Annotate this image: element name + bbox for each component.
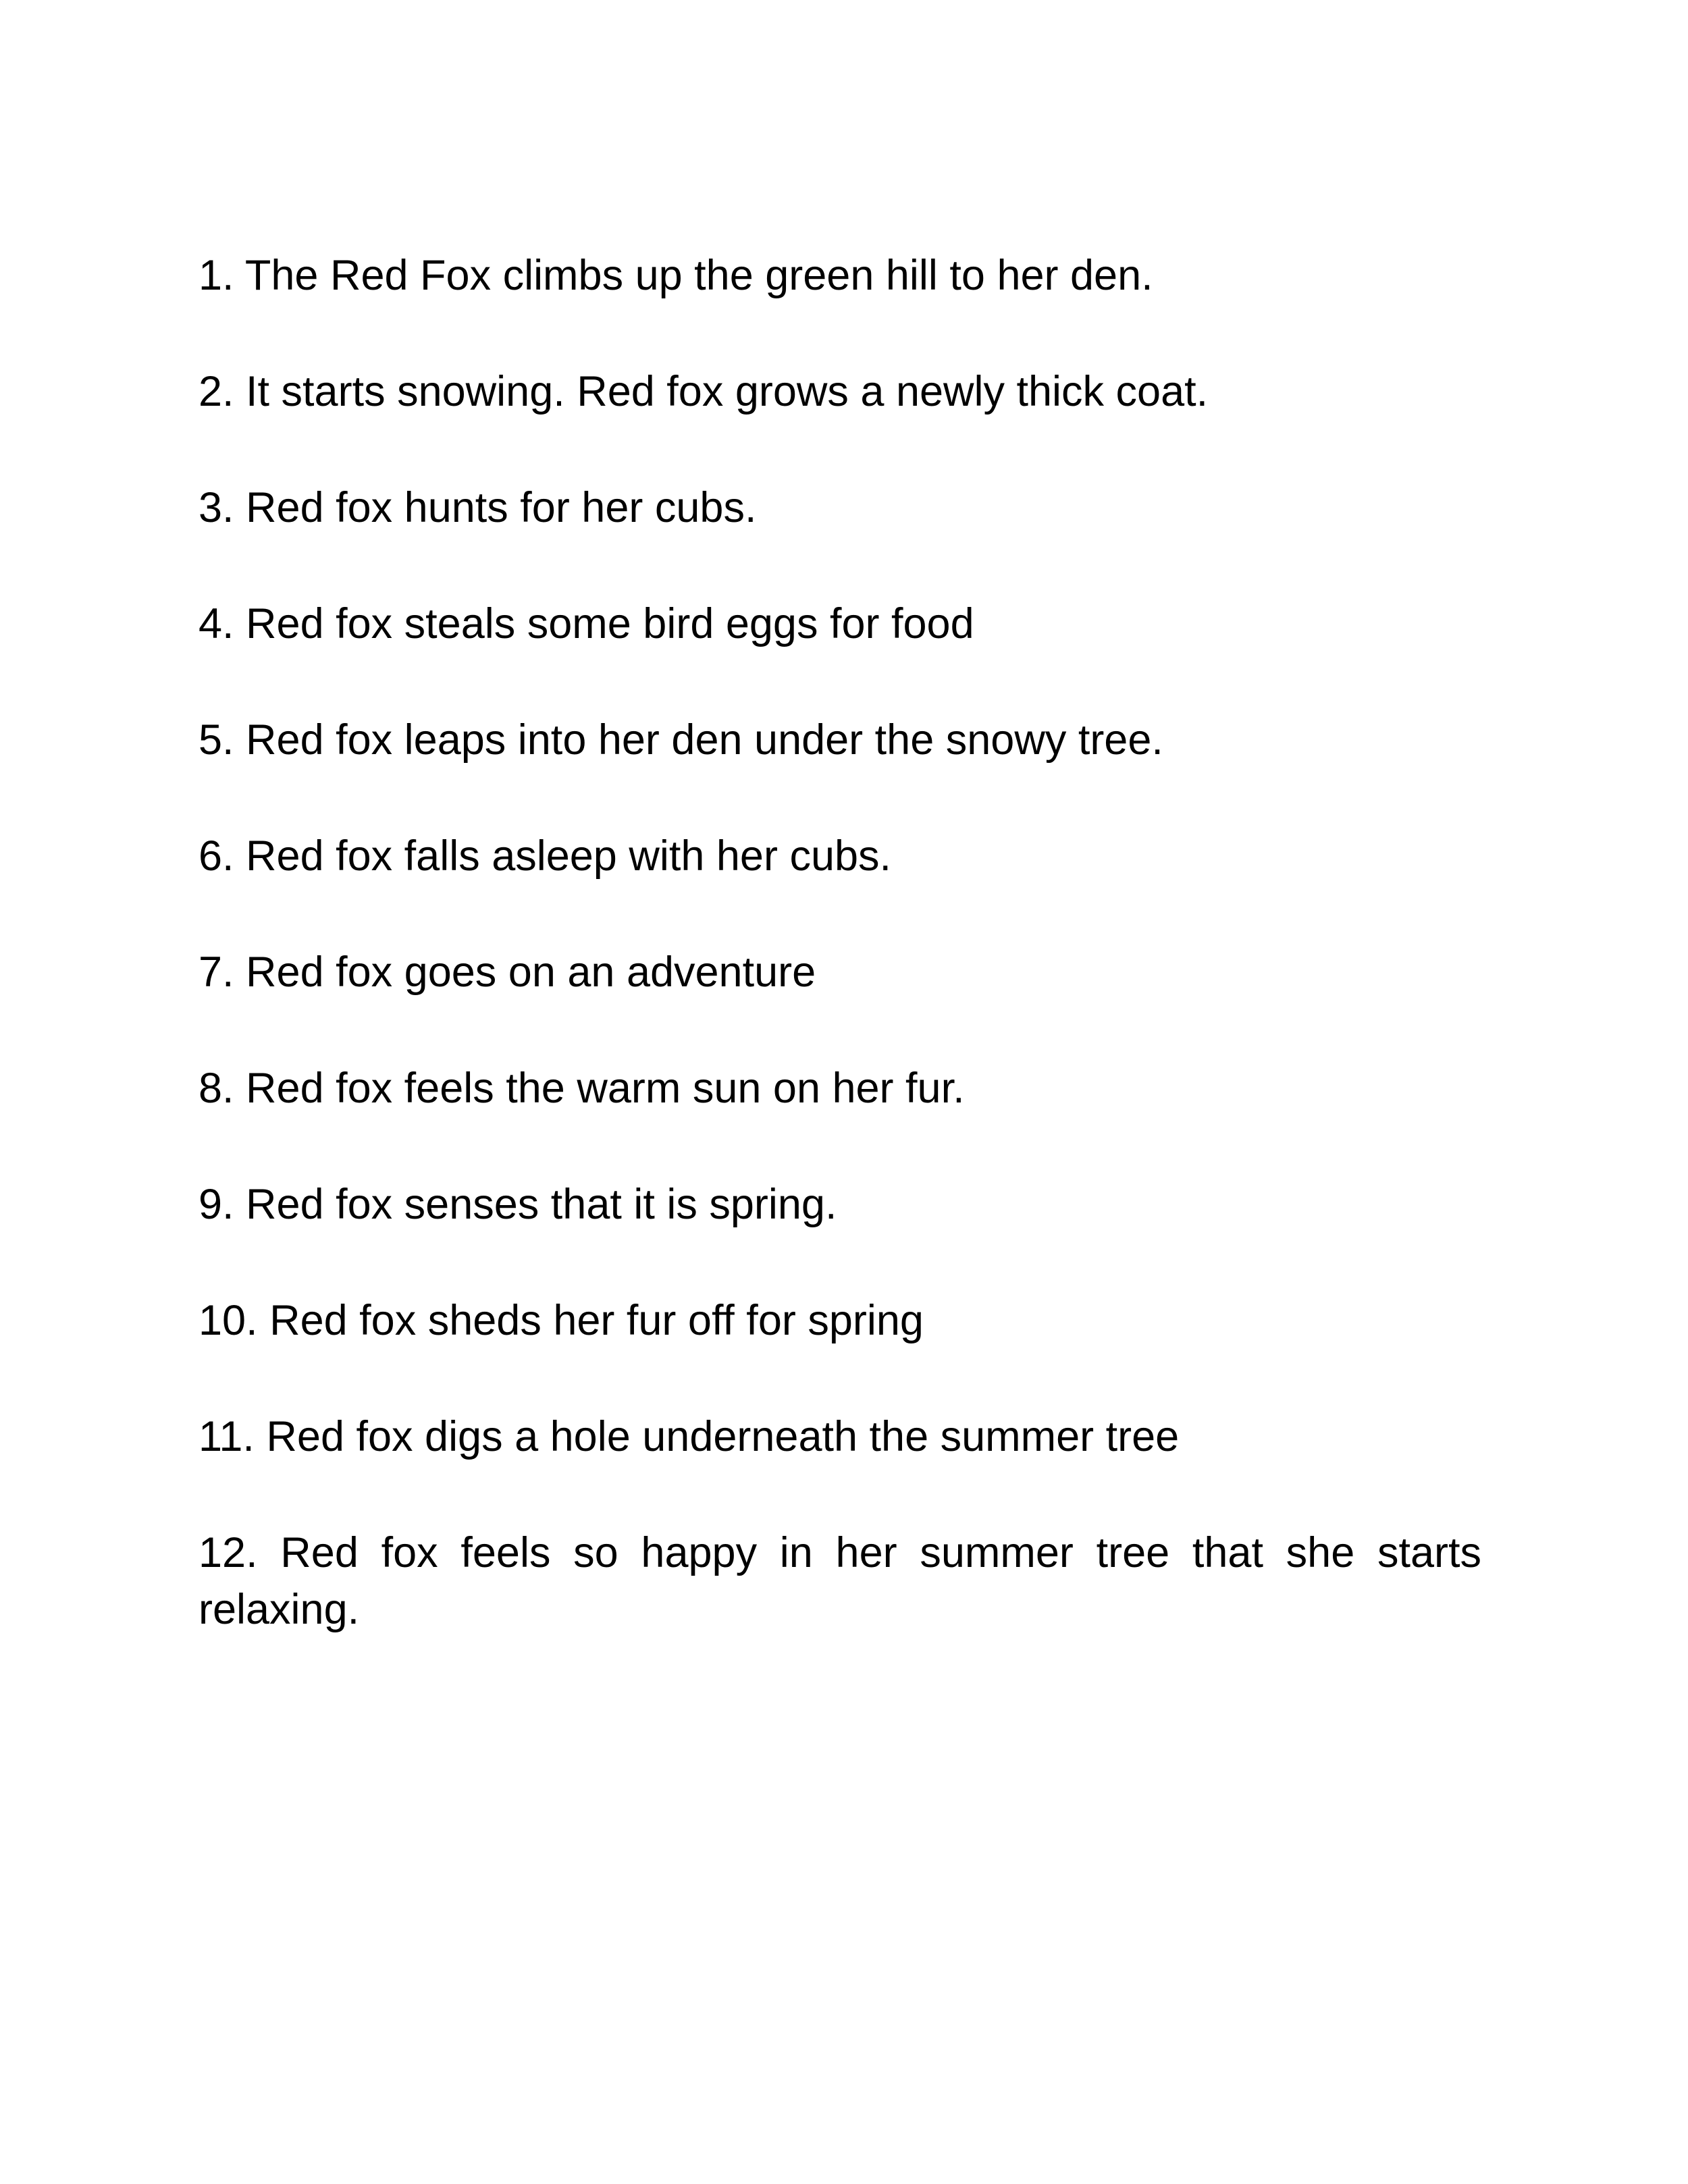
list-item: 7. Red fox goes on an adventure (199, 949, 816, 996)
list-item: 11. Red fox digs a hole underneath the summer tree (199, 1413, 1180, 1460)
list-item: 9. Red fox senses that it is spring. (199, 1181, 837, 1228)
list-item: 12. Red fox feels so happy in her summer tree that she starts relaxing. (199, 1529, 1481, 1633)
list-item: 4. Red fox steals some bird eggs for food (199, 600, 974, 647)
list-item: 5. Red fox leaps into her den under the snowy tree. (199, 716, 1163, 764)
list-item: 2. It starts snowing. Red fox grows a newly thick coat. (199, 368, 1209, 415)
numbered-list (199, 247, 1481, 1638)
list-item: 1. The Red Fox climbs up the green hill to her den. (199, 252, 1153, 299)
list-item: 10. Red fox sheds her fur off for spring (199, 1297, 924, 1344)
list-item: 6. Red fox falls asleep with her cubs. (199, 832, 892, 880)
list-item: 3. Red fox hunts for her cubs. (199, 484, 757, 531)
list-item: 8. Red fox feels the warm sun on her fur. (199, 1065, 965, 1112)
